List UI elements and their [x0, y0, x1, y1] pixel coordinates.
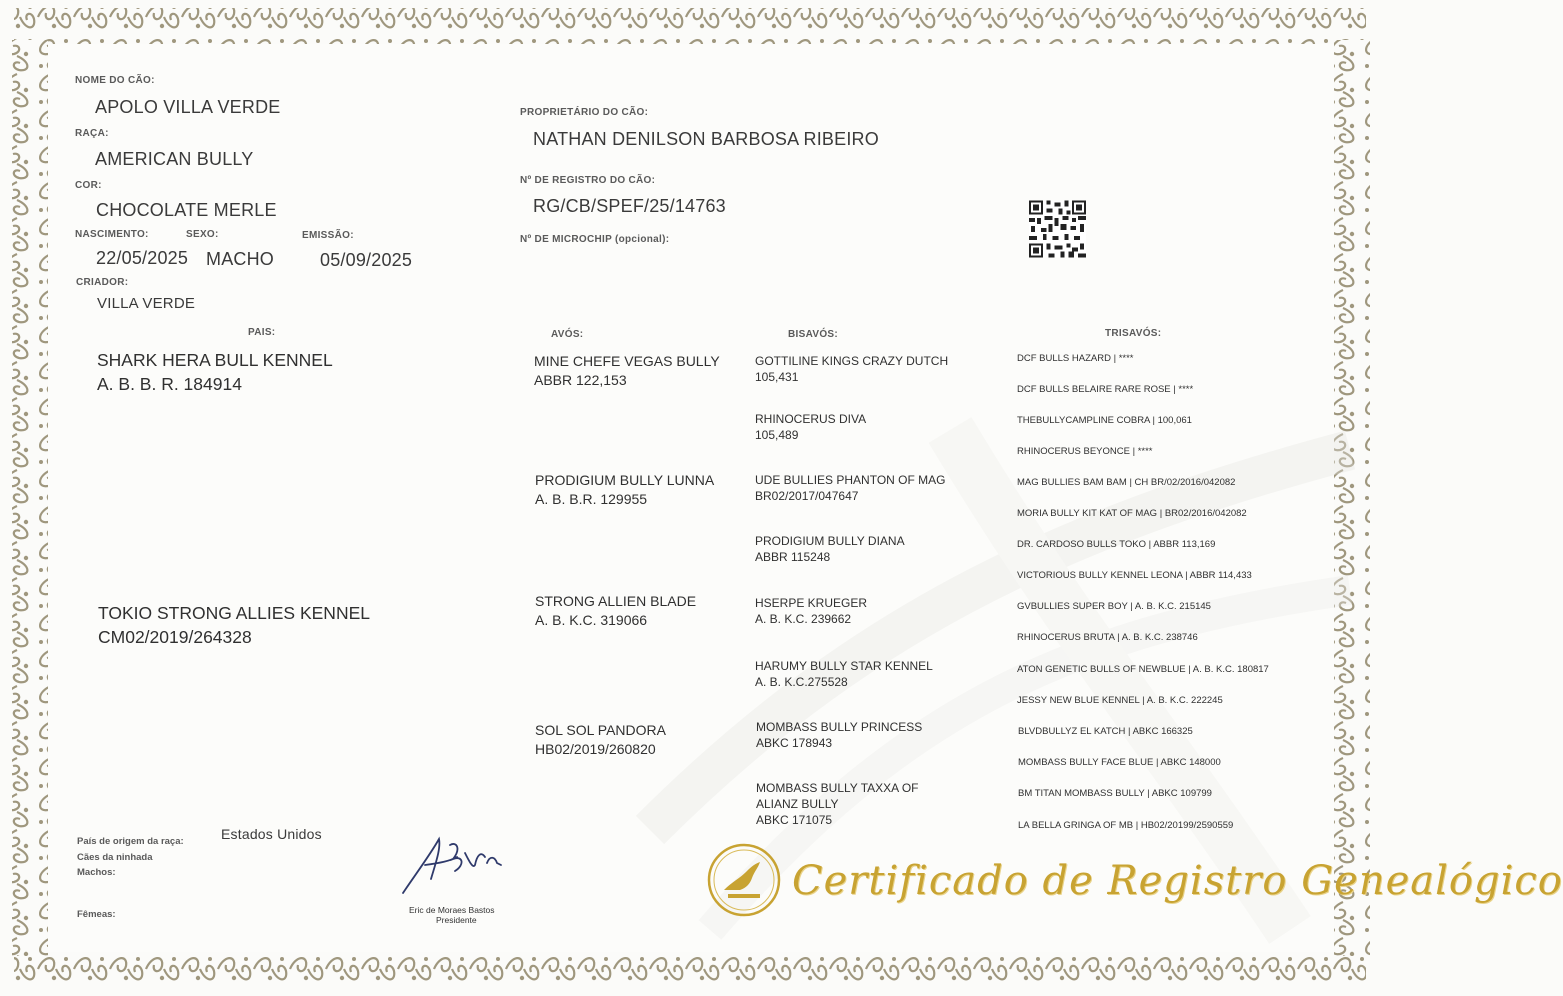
great-grandparent-4-reg: ABBR 115248	[755, 550, 831, 564]
great-grandparent-2-name: RHINOCERUS DIVA	[755, 412, 867, 426]
great-grandparent-3-reg: BR02/2017/047647	[755, 489, 859, 503]
males-label: Machos:	[77, 867, 116, 878]
grandparent-1-name: MINE CHEFE VEGAS BULLY	[534, 353, 720, 369]
dog-name-label: NOME DO CÃO:	[75, 75, 155, 86]
parent-sire-name: SHARK HERA BULL KENNEL	[97, 350, 333, 370]
grandparent-1	[534, 352, 720, 390]
origin-value: Estados Unidos	[221, 826, 322, 842]
color-label: COR:	[75, 180, 102, 191]
great-grandparents-header: BISAVÓS:	[788, 329, 838, 340]
parents-header: PAIS:	[248, 327, 276, 338]
great-great-grandparent-11: ATON GENETIC BULLS OF NEWBLUE | A. B. K.C. 180817	[1017, 664, 1269, 675]
parent-sire	[97, 348, 333, 396]
great-grandparent-7-name: MOMBASS BULLY PRINCESS	[756, 720, 923, 734]
sex-value: MACHO	[206, 249, 274, 269]
grandparent-4	[535, 721, 666, 759]
great-grandparent-8	[756, 780, 919, 828]
microchip-label: Nº DE MICROCHIP (opcional):	[520, 234, 670, 245]
grandparent-3-reg: A. B. K.C. 319066	[535, 612, 648, 628]
birth-value: 22/05/2025	[96, 248, 189, 268]
great-great-grandparent-13: BLVDBULLYZ EL KATCH | ABKC 166325	[1018, 726, 1193, 737]
breed-value: AMERICAN BULLY	[95, 149, 254, 169]
great-grandparent-1-reg: 105,431	[755, 370, 799, 384]
breeder-value: VILLA VERDE	[97, 295, 196, 312]
issue-label: EMISSÃO:	[302, 230, 354, 241]
parent-dam	[98, 601, 370, 649]
sex-label: SEXO:	[186, 229, 219, 240]
great-grandparent-6	[755, 658, 933, 690]
breeder-label: CRIADOR:	[76, 277, 129, 288]
great-great-grandparent-14: MOMBASS BULLY FACE BLUE | ABKC 148000	[1018, 757, 1221, 768]
grandparent-3-name: STRONG ALLIEN BLADE	[535, 593, 697, 609]
signer-name: Eric de Moraes Bastos	[409, 905, 495, 915]
grandparent-3	[535, 592, 696, 630]
grandparent-2-name: PRODIGIUM BULLY LUNNA	[535, 472, 715, 488]
signer-title: Presidente	[436, 915, 477, 925]
great-great-grandparent-4: RHINOCERUS BEYONCE | ****	[1017, 446, 1153, 457]
great-great-grandparent-7: DR. CARDOSO BULLS TOKO | ABBR 113,169	[1017, 539, 1216, 550]
great-great-grandparent-1: DCF BULLS HAZARD | ****	[1017, 353, 1134, 364]
grandparent-2	[535, 471, 714, 509]
great-great-grandparent-2: DCF BULLS BELAIRE RARE ROSE | ****	[1017, 384, 1194, 395]
dog-name: APOLO VILLA VERDE	[95, 97, 281, 117]
great-great-grandparent-6: MORIA BULLY KIT KAT OF MAG | BR02/2016/042082	[1017, 508, 1247, 519]
birth-label: NASCIMENTO:	[75, 229, 149, 240]
great-grandparent-4-name: PRODIGIUM BULLY DIANA	[755, 534, 905, 548]
grandparent-1-reg: ABBR 122,153	[534, 372, 627, 388]
gold-seal-icon	[706, 842, 782, 918]
owner-value: NATHAN DENILSON BARBOSA RIBEIRO	[533, 129, 879, 149]
great-grandparent-7-reg: ABKC 178943	[756, 736, 833, 750]
litter-label: Cães da ninhada	[77, 852, 153, 863]
qr-code-icon	[1029, 200, 1086, 258]
owner-label: PROPRIETÁRIO DO CÃO:	[520, 107, 649, 118]
great-great-grandparent-5: MAG BULLIES BAM BAM | CH BR/02/2016/042082	[1017, 477, 1236, 488]
great-grandparent-8-name: MOMBASS BULLY TAXXA OF	[756, 781, 919, 795]
great-grandparent-7	[756, 719, 922, 751]
great-grandparent-2-reg: 105,489	[755, 428, 799, 442]
parent-dam-reg: CM02/2019/264328	[98, 627, 252, 647]
great-grandparent-5	[755, 595, 867, 627]
great-great-grandparent-8: VICTORIOUS BULLY KENNEL LEONA | ABBR 114,433	[1017, 570, 1252, 581]
great-grandparent-5-reg: A. B. K.C. 239662	[755, 612, 852, 626]
certificate-title: Certificado de Registro Genealógico	[792, 858, 1563, 904]
great-grandparent-5-name: HSERPE KRUEGER	[755, 596, 868, 610]
great-grandparent-2	[755, 411, 866, 443]
great-great-grandparent-15: BM TITAN MOMBASS BULLY | ABKC 109799	[1018, 788, 1212, 799]
registration-label: Nº DE REGISTRO DO CÃO:	[520, 175, 656, 186]
great-grandparent-1-name: GOTTILINE KINGS CRAZY DUTCH	[755, 354, 949, 368]
president-signature	[395, 835, 515, 895]
great-grandparent-4	[755, 533, 905, 565]
great-grandparent-6-name: HARUMY BULLY STAR KENNEL	[755, 659, 933, 673]
great-grandparent-8-reg: ABKC 171075	[756, 813, 833, 827]
grandparent-4-reg: HB02/2019/260820	[535, 741, 656, 757]
grandparent-2-reg: A. B. B.R. 129955	[535, 491, 648, 507]
parent-sire-reg: A. B. B. R. 184914	[97, 374, 242, 394]
grandparent-4-name: SOL SOL PANDORA	[535, 722, 666, 738]
great-great-grandparent-10: RHINOCERUS BRUTA | A. B. K.C. 238746	[1017, 632, 1198, 643]
color-value: CHOCOLATE MERLE	[96, 200, 277, 220]
great-great-grandparent-3: THEBULLYCAMPLINE COBRA | 100,061	[1017, 415, 1192, 426]
great-great-grandparents-header: TRISAVÓS:	[1105, 328, 1162, 339]
great-grandparent-1	[755, 353, 948, 385]
females-label: Fêmeas:	[77, 909, 116, 920]
great-great-grandparent-12: JESSY NEW BLUE KENNEL | A. B. K.C. 222245	[1017, 695, 1223, 706]
great-great-grandparent-16: LA BELLA GRINGA OF MB | HB02/20199/2590559	[1018, 820, 1234, 831]
grandparents-header: AVÓS:	[551, 329, 584, 340]
great-great-grandparent-9: GVBULLIES SUPER BOY | A. B. K.C. 215145	[1017, 601, 1211, 612]
great-grandparent-8-name-line2: ALIANZ BULLY	[756, 797, 839, 811]
great-grandparent-3-name: UDE BULLIES PHANTON OF MAG	[755, 473, 946, 487]
issue-value: 05/09/2025	[320, 250, 413, 270]
parent-dam-name: TOKIO STRONG ALLIES KENNEL	[98, 603, 370, 623]
registration-value: RG/CB/SPEF/25/14763	[533, 196, 726, 216]
breed-label: RAÇA:	[75, 128, 109, 139]
origin-label: País de origem da raça:	[77, 836, 184, 847]
great-grandparent-6-reg: A. B. K.C.275528	[755, 675, 848, 689]
great-grandparent-3	[755, 472, 945, 504]
